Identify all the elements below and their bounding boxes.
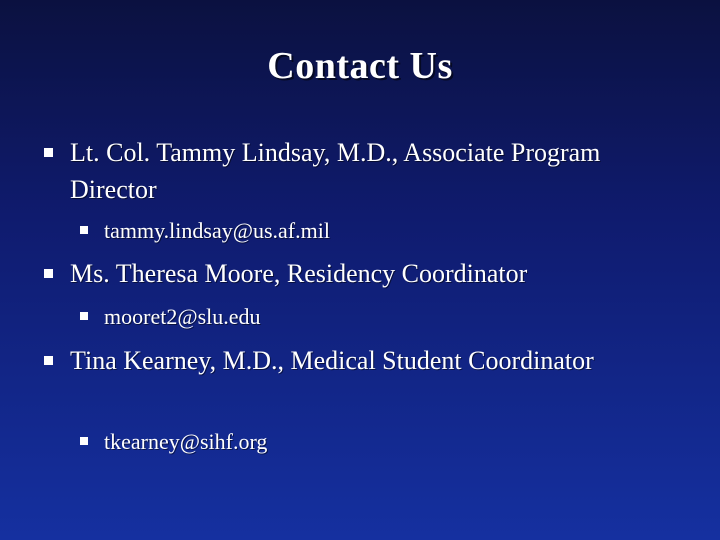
contact-email-item [80,302,640,332]
contact-email-item [80,216,640,246]
contact-email[interactable]: mooret2@slu.edu [104,304,261,329]
contact-email[interactable]: tammy.lindsay@us.af.mil [104,218,330,243]
square-bullet-icon [44,268,70,282]
contact-name: Lt. Col. Tammy Lindsay, M.D., Associate Program Director [70,138,601,204]
square-bullet-icon [80,437,104,449]
square-bullet-icon [44,355,70,369]
square-bullet-icon [80,312,104,324]
square-bullet-icon [44,147,70,161]
contact-item [44,134,644,208]
contact-email-item [80,427,640,457]
contact-item [44,255,644,292]
contact-item [44,342,644,379]
square-bullet-icon [80,226,104,238]
contact-email[interactable]: tkearney@sihf.org [104,429,268,454]
contact-name: Tina Kearney, M.D., Medical Student Coordinator [70,346,594,375]
slide-title: Contact Us [267,45,453,87]
contact-name: Ms. Theresa Moore, Residency Coordinator [70,259,528,288]
